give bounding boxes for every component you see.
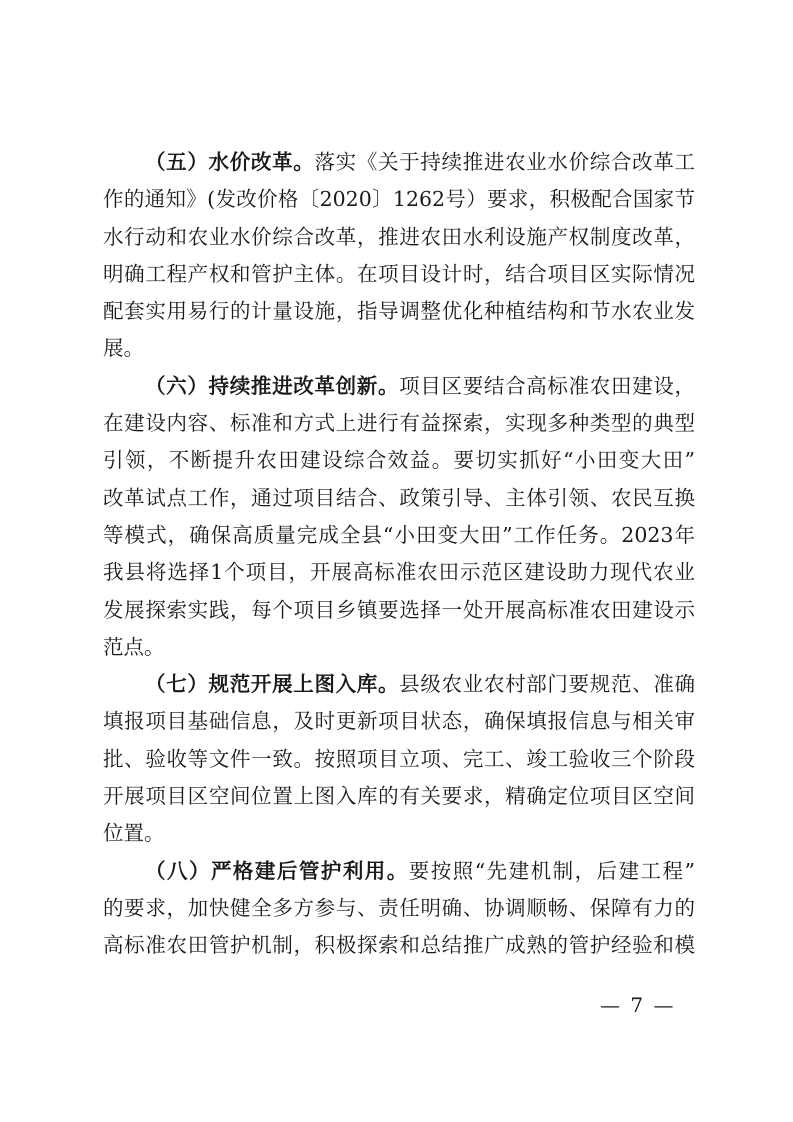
section-heading: （八）严格建后管护利用。 [145,858,409,883]
paragraph-line: 批、验收等文件一致。按照项目立项、完工、竣工验收三个阶段 [103,746,695,771]
line-text: 项目区要结合高标准农田建设， [399,373,696,398]
paragraph-line: 明确工程产权和管护主体。在项目设计时，结合项目区实际情况 [103,261,695,286]
paragraph-line: 改革试点工作，通过项目结合、政策引导、主体引领、农民互换 [103,485,695,510]
paragraph-line: 在建设内容、标准和方式上进行有益探索，实现多种类型的典型 [103,411,695,436]
paragraph-line [103,144,695,181]
paragraph-line: 水行动和农业水价综合改革，推进农田水利设施产权制度改革， [103,224,695,249]
paragraph-line [103,853,695,890]
page-number: — 7 — [600,993,676,1017]
document-body [103,144,695,965]
paragraph-line: 展。 [103,336,144,361]
paragraph-line: 作的通知》(发改价格〔2020〕1262号）要求，积极配合国家节 [103,187,695,212]
paragraph-line: 等模式，确保高质量完成全县“小田变大田”工作任务。2023年 [103,522,695,547]
section-heading: （七）规范开展上图入库。 [145,672,400,697]
paragraph-line: 配套实用易行的计量设施，指导调整优化种植结构和节水农业发 [103,299,695,324]
paragraph-line: 填报项目基础信息，及时更新项目状态，确保填报信息与相关审 [103,709,695,734]
line-text: 落实《关于持续推进农业水价综合改革工 [314,150,696,174]
paragraph-line: 高标准农田管护机制，积极探索和总结推广成熟的管护经验和模 [103,933,695,958]
line-text: 要按照“先建机制，后建工程” [408,858,695,883]
paragraph-line: 我县将选择1个项目，开展高标准农田示范区建设助力现代农业 [103,560,695,585]
paragraph-line: 开展项目区空间位置上图入库的有关要求，精确定位项目区空间 [103,784,695,809]
paragraph-line: 范点。 [103,634,165,659]
paragraph-line: 位置。 [103,821,165,846]
paragraph-line [103,368,695,405]
paragraph-line: 的要求，加快健全多方参与、责任明确、协调顺畅、保障有力的 [103,895,695,920]
paragraph-line [103,666,695,703]
section-heading: （六）持续推进改革创新。 [145,373,400,398]
paragraph-line: 引领，不断提升农田建设综合效益。要切实抓好“小田变大田” [103,448,695,473]
line-text: 县级农业农村部门要规范、准确 [399,672,696,697]
paragraph-line: 发展探索实践，每个项目乡镇要选择一处开展高标准农田建设示 [103,597,695,622]
section-heading: （五）水价改革。 [145,150,315,174]
